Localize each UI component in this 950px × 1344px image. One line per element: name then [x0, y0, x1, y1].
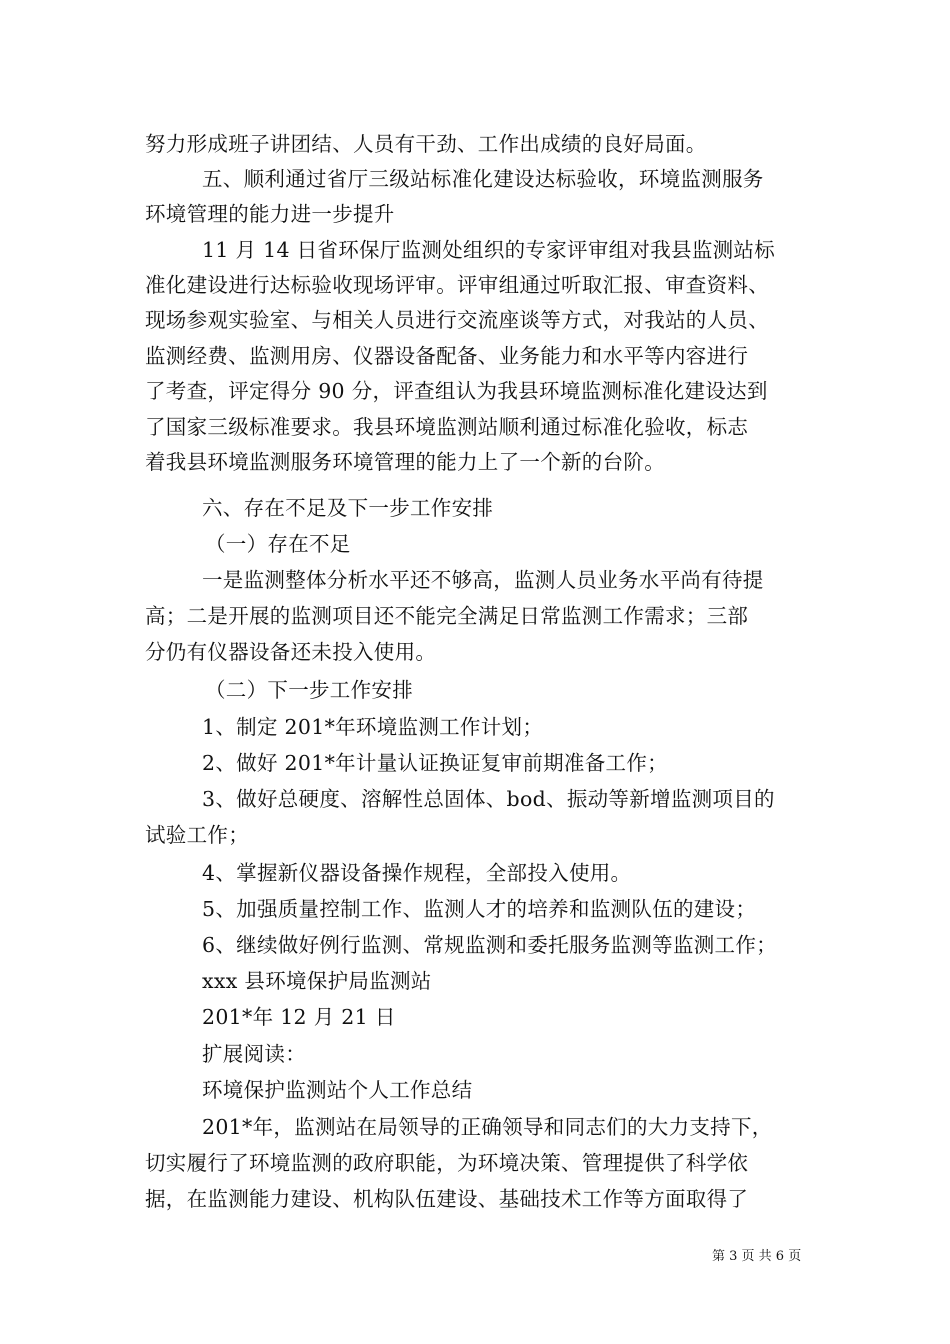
paragraph-line: 切实履行了环境监测的政府职能，为环境决策、管理提供了科学依 [145, 1151, 749, 1175]
paragraph-line: 了国家三级标准要求。我县环境监测站顺利通过标准化验收，标志 [145, 415, 749, 439]
paragraph-line: 着我县环境监测服务环境管理的能力上了一个新的台阶。 [145, 450, 665, 474]
signature-org: xxx 县环境保护局监测站 [202, 969, 432, 993]
list-item: 6、继续做好例行监测、常规监测和委托服务监测等监测工作； [202, 933, 777, 957]
list-item: 3、做好总硬度、溶解性总固体、bod、振动等新增监测项目的 [202, 787, 775, 811]
subheading-1: （一）存在不足 [205, 532, 351, 556]
paragraph-line: 11 月 14 日省环保厅监测处组织的专家评审组对我县监测站标 [202, 238, 776, 262]
list-item-cont: 试验工作； [145, 823, 249, 847]
page-number-footer: 第 3 页 共 6 页 [712, 1249, 802, 1264]
paragraph-line: 准化建设进行达标验收现场评审。评审组通过听取汇报、审查资料、 [145, 273, 769, 297]
article-title: 环境保护监测站个人工作总结 [202, 1078, 473, 1102]
list-item: 5、加强质量控制工作、监测人才的培养和监测队伍的建设； [202, 897, 757, 921]
section-heading-5-cont: 环境管理的能力进一步提升 [145, 202, 395, 226]
paragraph-line: 一是监测整体分析水平还不够高，监测人员业务水平尚有待提 [202, 568, 764, 592]
signature-date: 201*年 12 月 21 日 [202, 1005, 396, 1029]
list-item: 2、做好 201*年计量认证换证复审前期准备工作； [202, 751, 668, 775]
list-item: 1、制定 201*年环境监测工作计划； [202, 715, 544, 739]
extended-reading-label: 扩展阅读： [202, 1042, 306, 1066]
section-heading-5: 五、顺利通过省厅三级站标准化建设达标验收，环境监测服务 [202, 167, 764, 191]
subheading-2: （二）下一步工作安排 [205, 678, 413, 702]
paragraph-line: 努力形成班子讲团结、人员有干劲、工作出成绩的良好局面。 [145, 132, 707, 156]
section-heading-6: 六、存在不足及下一步工作安排 [202, 496, 494, 520]
paragraph-line: 分仍有仪器设备还未投入使用。 [145, 640, 437, 664]
paragraph-line: 高；二是开展的监测项目还不能完全满足日常监测工作需求；三部 [145, 604, 749, 628]
paragraph-line: 201*年，监测站在局领导的正确领导和同志们的大力支持下， [202, 1115, 773, 1139]
paragraph-line: 据，在监测能力建设、机构队伍建设、基础技术工作等方面取得了 [145, 1187, 749, 1211]
paragraph-line: 监测经费、监测用房、仪器设备配备、业务能力和水平等内容进行 [145, 344, 749, 368]
paragraph-line: 现场参观实验室、与相关人员进行交流座谈等方式，对我站的人员、 [145, 308, 769, 332]
paragraph-line: 了考查，评定得分 90 分，评查组认为我县环境监测标准化建设达到 [145, 379, 768, 403]
list-item: 4、掌握新仪器设备操作规程，全部投入使用。 [202, 861, 632, 885]
